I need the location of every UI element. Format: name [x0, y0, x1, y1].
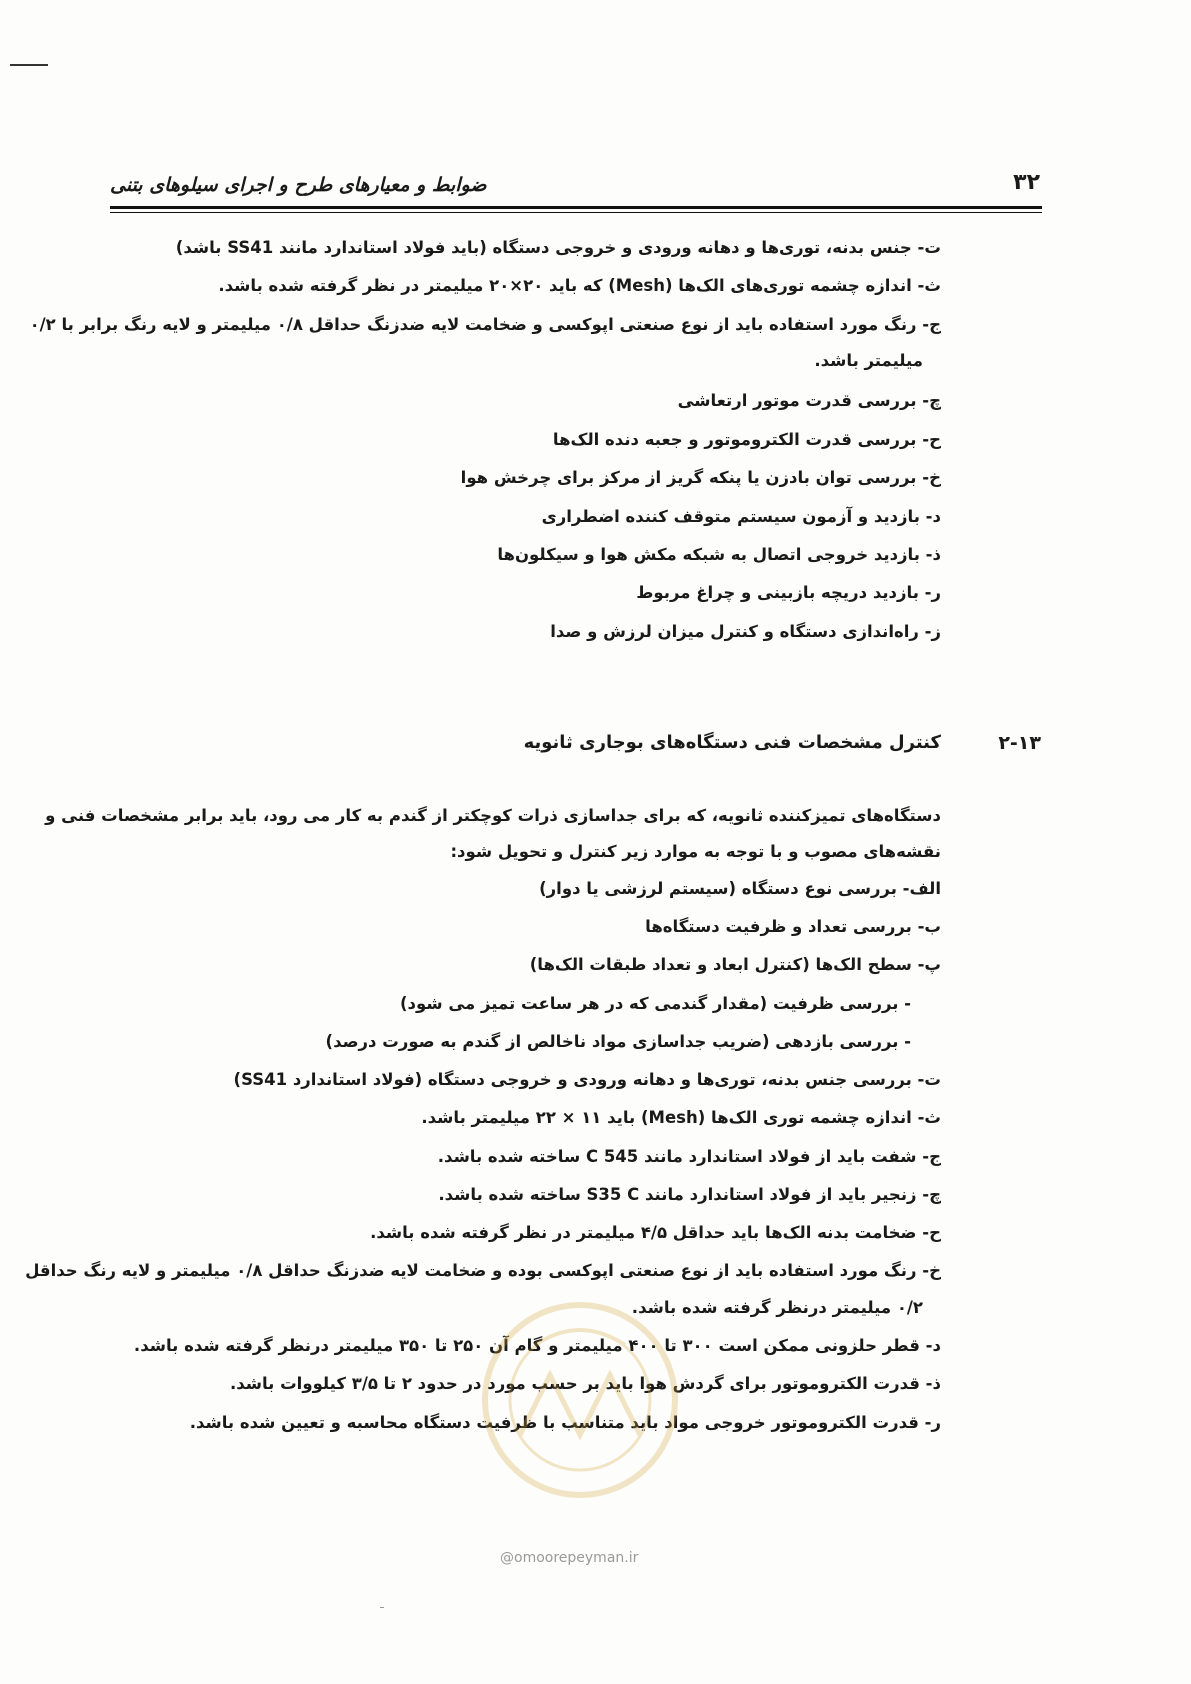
header-rule-thin — [110, 212, 1042, 213]
list-item-continuation: میلیمتر باشد. — [814, 351, 923, 370]
section-heading — [141, 732, 1041, 762]
running-title: ضوابط و معیارهای طرح و اجرای سیلوهای بتنی — [110, 174, 487, 196]
list-subitem: - بررسی ظرفیت (مقدار گندمی که در هر ساعت تمیز می شود) — [400, 994, 911, 1013]
list-item: ت- جنس بدنه، توری‌ها و دهانه ورودی و خروجی دستگاه (باید فولاد استاندارد مانند SS41 باشد) — [175, 238, 941, 257]
intro-line: نقشه‌های مصوب و با توجه به موارد زیر کنترل و تحویل شود: — [450, 842, 941, 861]
watermark-site-text: @omoorepeyman.ir — [500, 1550, 639, 1566]
list-item: ج- شفت باید از فولاد استاندارد مانند C 545 ساخته شده باشد. — [437, 1147, 941, 1166]
section-number: ۲-۱۳ — [998, 732, 1041, 754]
watermark-seal — [450, 1285, 710, 1515]
page-number: ۳۲ — [1013, 170, 1040, 195]
list-item: د- قطر حلزونی ممکن است ۳۰۰ تا ۴۰۰ میلیمتر و گام آن ۲۵۰ تا ۳۵۰ میلیمتر درنظر گرفته شده باشد. — [133, 1336, 941, 1355]
list-item: الف- بررسی نوع دستگاه (سیستم لرزشی یا دوار) — [539, 879, 941, 898]
list-item: ث- اندازه چشمه توری‌های الک‌ها (Mesh) که باید ۲۰×۲۰ میلیمتر در نظر گرفته شده باشد. — [218, 276, 941, 295]
list-item: خ- بررسی توان بادزن یا پنکه گریز از مرکز برای چرخش هوا — [460, 468, 941, 487]
section-title: کنترل مشخصات فنی دستگاه‌های بوجاری ثانویه — [523, 732, 941, 753]
list-item: ر- قدرت الکتروموتور خروجی مواد باید متناسب با ظرفیت دستگاه محاسبه و تعیین شده باشد. — [189, 1413, 941, 1432]
page-header — [110, 170, 1040, 202]
scan-edge-mark — [10, 64, 48, 66]
list-item: ز- راه‌اندازی دستگاه و کنترل میزان لرزش و صدا — [550, 622, 941, 641]
list-item: ذ- بازدید خروجی اتصال به شبکه مکش هوا و سیکلون‌ها — [497, 545, 941, 564]
list-item: ج- رنگ مورد استفاده باید از نوع صنعتی اپوکسی و ضخامت لایه ضدزنگ حداقل ۰/۸ میلیمتر و لایه رنگ برابر با ۰/۲ — [29, 315, 941, 334]
list-item: خ- رنگ مورد استفاده باید از نوع صنعتی اپوکسی بوده و ضخامت لایه ضدزنگ حداقل ۰/۸ میلیمتر و لایه رنگ حداقل — [25, 1261, 941, 1280]
list-item: چ- زنجیر باید از فولاد استاندارد مانند S35 C ساخته شده باشد. — [438, 1185, 941, 1204]
list-item: ذ- قدرت الکتروموتور برای گردش هوا باید بر حسب مورد در حدود ۲ تا ۳/۵ کیلووات باشد. — [229, 1374, 941, 1393]
intro-line: دستگاه‌های تمیزکننده ثانویه، که برای جداسازی ذرات کوچکتر از گندم به کار می رود، باید برابر مشخصات فنی و — [45, 806, 941, 825]
list-item: د- بازدید و آزمون سیستم متوقف کننده اضطراری — [541, 507, 941, 526]
list-item: ح- ضخامت بدنه الک‌ها باید حداقل ۴/۵ میلیمتر در نظر گرفته شده باشد. — [370, 1223, 941, 1242]
scan-speck — [380, 1607, 384, 1608]
list-item: ح- بررسی قدرت الکتروموتور و جعبه دنده الک‌ها — [552, 430, 941, 449]
header-rule-thick — [110, 206, 1042, 209]
list-item: پ- سطح الک‌ها (کنترل ابعاد و تعداد طبقات الک‌ها) — [529, 955, 941, 974]
list-item-continuation: ۰/۲ میلیمتر درنظر گرفته شده باشد. — [631, 1298, 923, 1317]
list-item: ت- بررسی جنس بدنه، توری‌ها و دهانه ورودی و خروجی دستگاه (فولاد استاندارد SS41) — [233, 1070, 941, 1089]
list-item: چ- بررسی قدرت موتور ارتعاشی — [677, 391, 941, 410]
list-subitem: - بررسی بازدهی (ضریب جداسازی مواد ناخالص از گندم به صورت درصد) — [325, 1032, 911, 1051]
list-item: ب- بررسی تعداد و ظرفیت دستگاه‌ها — [645, 917, 941, 936]
list-item: ث- اندازه چشمه توری الک‌ها (Mesh) باید ۱۱ × ۲۲ میلیمتر باشد. — [421, 1108, 941, 1127]
list-item: ر- بازدید دریچه بازبینی و چراغ مربوط — [636, 583, 941, 602]
